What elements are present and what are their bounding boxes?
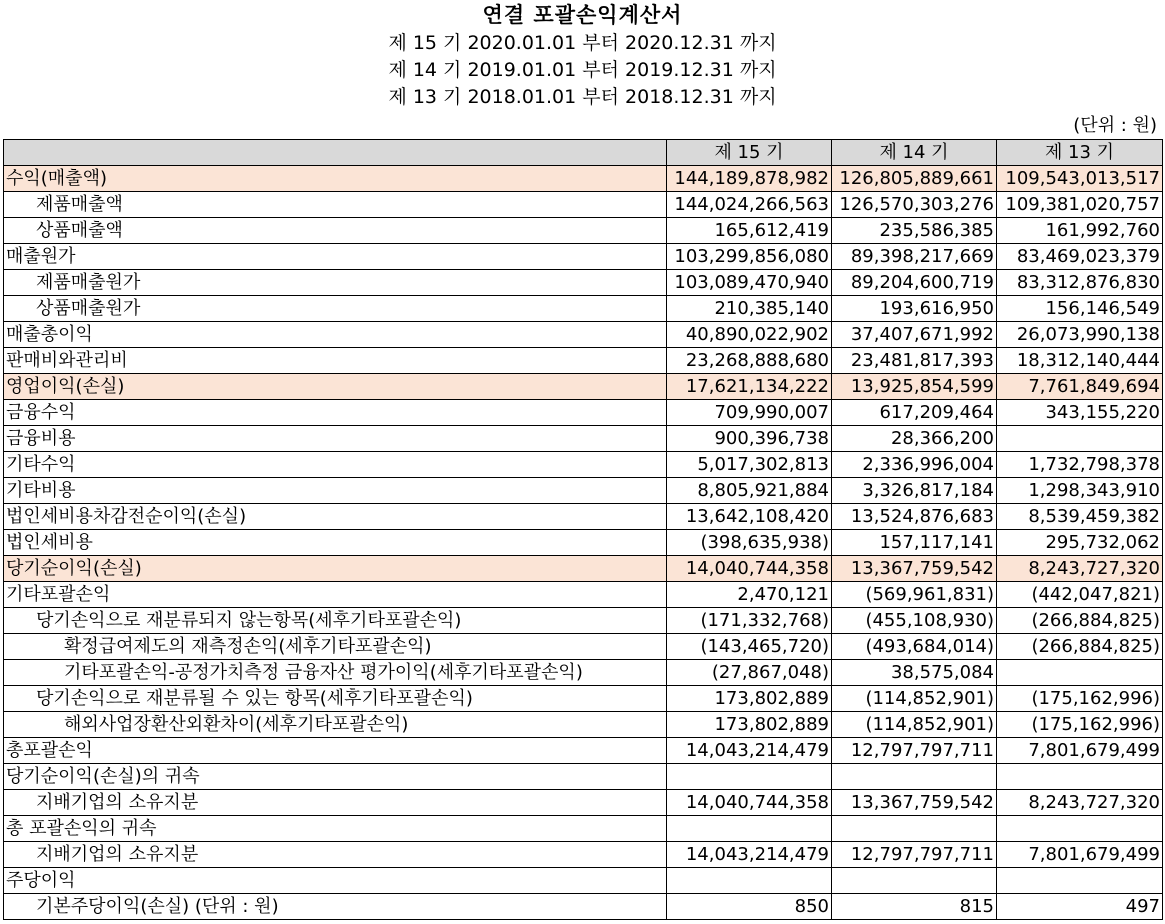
value-cell-15: 173,802,889 — [667, 712, 832, 738]
value-cell-13: 161,992,760 — [997, 218, 1163, 244]
row-label: 매출총이익 — [4, 322, 667, 348]
table-row — [4, 868, 1163, 894]
table-row — [4, 556, 1163, 582]
value-cell-15: 144,024,266,563 — [667, 192, 832, 218]
unit-label: (단위 : 원) — [1073, 115, 1157, 136]
table-header-row — [4, 140, 1163, 166]
period-line-15: 제 15 기 2020.01.01 부터 2020.12.31 까지 — [388, 32, 777, 54]
value-cell-15: 8,805,921,884 — [667, 478, 832, 504]
table-row — [4, 452, 1163, 478]
table-row — [4, 504, 1163, 530]
value-cell-15: 14,043,214,479 — [667, 842, 832, 868]
value-cell-15: 13,642,108,420 — [667, 504, 832, 530]
row-label: 지배기업의 소유지분 — [4, 842, 667, 868]
value-cell-14: (114,852,901) — [832, 686, 997, 712]
value-cell-14: 12,797,797,711 — [832, 842, 997, 868]
value-cell-15: 23,268,888,680 — [667, 348, 832, 374]
value-cell-15: 173,802,889 — [667, 686, 832, 712]
value-cell-14: (455,108,930) — [832, 608, 997, 634]
table-row — [4, 374, 1163, 400]
row-label: 수익(매출액) — [4, 166, 667, 192]
value-cell-14: (493,684,014) — [832, 634, 997, 660]
value-cell-14: 126,805,889,661 — [832, 166, 997, 192]
row-label: 금융비용 — [4, 426, 667, 452]
value-cell-13: 109,381,020,757 — [997, 192, 1163, 218]
value-cell-14: 126,570,303,276 — [832, 192, 997, 218]
value-cell-13 — [997, 426, 1163, 452]
row-label: 기타수익 — [4, 452, 667, 478]
row-label: 제품매출원가 — [4, 270, 667, 296]
column-header-13: 제 13 기 — [997, 140, 1163, 166]
value-cell-15: 210,385,140 — [667, 296, 832, 322]
table-row — [4, 192, 1163, 218]
value-cell-13: (175,162,996) — [997, 686, 1163, 712]
value-cell-14: 13,925,854,599 — [832, 374, 997, 400]
value-cell-14: 89,204,600,719 — [832, 270, 997, 296]
value-cell-13: 109,543,013,517 — [997, 166, 1163, 192]
value-cell-13: 1,298,343,910 — [997, 478, 1163, 504]
table-row — [4, 842, 1163, 868]
value-cell-13: (442,047,821) — [997, 582, 1163, 608]
value-cell-13: 83,469,023,379 — [997, 244, 1163, 270]
value-cell-14: 23,481,817,393 — [832, 348, 997, 374]
value-cell-13 — [997, 660, 1163, 686]
row-label: 상품매출원가 — [4, 296, 667, 322]
value-cell-13 — [997, 816, 1163, 842]
value-cell-15: 900,396,738 — [667, 426, 832, 452]
value-cell-13: 8,243,727,320 — [997, 556, 1163, 582]
value-cell-15: 103,299,856,080 — [667, 244, 832, 270]
value-cell-14: (114,852,901) — [832, 712, 997, 738]
table-row — [4, 426, 1163, 452]
value-cell-14: 3,326,817,184 — [832, 478, 997, 504]
row-label: 법인세비용 — [4, 530, 667, 556]
value-cell-14: 13,367,759,542 — [832, 556, 997, 582]
table-row — [4, 660, 1163, 686]
row-label: 총포괄손익 — [4, 738, 667, 764]
value-cell-13: 7,801,679,499 — [997, 738, 1163, 764]
value-cell-13: 343,155,220 — [997, 400, 1163, 426]
row-label: 금융수익 — [4, 400, 667, 426]
value-cell-13: 8,539,459,382 — [997, 504, 1163, 530]
value-cell-15 — [667, 816, 832, 842]
table-row — [4, 478, 1163, 504]
table-row — [4, 322, 1163, 348]
value-cell-13: 8,243,727,320 — [997, 790, 1163, 816]
value-cell-15: 14,040,744,358 — [667, 790, 832, 816]
header-blank-cell — [4, 140, 667, 166]
table-row — [4, 608, 1163, 634]
value-cell-14: 235,586,385 — [832, 218, 997, 244]
row-label: 당기손익으로 재분류되지 않는항목(세후기타포괄손익) — [4, 608, 667, 634]
value-cell-15: (27,867,048) — [667, 660, 832, 686]
value-cell-14: 13,367,759,542 — [832, 790, 997, 816]
value-cell-15: (398,635,938) — [667, 530, 832, 556]
row-label: 총 포괄손익의 귀속 — [4, 816, 667, 842]
statement-title: 연결 포괄손익계산서 — [482, 3, 683, 27]
period-line-13: 제 13 기 2018.01.01 부터 2018.12.31 까지 — [388, 86, 777, 108]
table-row — [4, 634, 1163, 660]
table-row — [4, 582, 1163, 608]
value-cell-13: 26,073,990,138 — [997, 322, 1163, 348]
value-cell-13: 497 — [997, 894, 1163, 920]
value-cell-13: 18,312,140,444 — [997, 348, 1163, 374]
table-row — [4, 218, 1163, 244]
value-cell-14: 12,797,797,711 — [832, 738, 997, 764]
value-cell-14: (569,961,831) — [832, 582, 997, 608]
table-row — [4, 270, 1163, 296]
value-cell-13 — [997, 764, 1163, 790]
value-cell-14 — [832, 868, 997, 894]
value-cell-14: 13,524,876,683 — [832, 504, 997, 530]
table-row — [4, 244, 1163, 270]
row-label: 영업이익(손실) — [4, 374, 667, 400]
table-row — [4, 790, 1163, 816]
value-cell-14: 2,336,996,004 — [832, 452, 997, 478]
row-label: 기타포괄손익 — [4, 582, 667, 608]
table-row — [4, 894, 1163, 920]
row-label: 판매비와관리비 — [4, 348, 667, 374]
value-cell-14: 28,366,200 — [832, 426, 997, 452]
row-label: 기타포괄손익-공정가치측정 금융자산 평가이익(세후기타포괄손익) — [4, 660, 667, 686]
table-row — [4, 166, 1163, 192]
table-row — [4, 686, 1163, 712]
table-row — [4, 712, 1163, 738]
value-cell-15: 17,621,134,222 — [667, 374, 832, 400]
value-cell-14: 193,616,950 — [832, 296, 997, 322]
value-cell-14: 38,575,084 — [832, 660, 997, 686]
value-cell-15 — [667, 868, 832, 894]
table-row — [4, 348, 1163, 374]
row-label: 해외사업장환산외환차이(세후기타포괄손익) — [4, 712, 667, 738]
table-row — [4, 738, 1163, 764]
value-cell-15: 14,043,214,479 — [667, 738, 832, 764]
value-cell-15: 144,189,878,982 — [667, 166, 832, 192]
value-cell-13: 1,732,798,378 — [997, 452, 1163, 478]
value-cell-14: 617,209,464 — [832, 400, 997, 426]
value-cell-13: 83,312,876,830 — [997, 270, 1163, 296]
value-cell-14: 89,398,217,669 — [832, 244, 997, 270]
period-line-14: 제 14 기 2019.01.01 부터 2019.12.31 까지 — [388, 59, 777, 81]
value-cell-14 — [832, 764, 997, 790]
row-label: 지배기업의 소유지분 — [4, 790, 667, 816]
row-label: 당기순이익(손실) — [4, 556, 667, 582]
value-cell-14 — [832, 816, 997, 842]
table-row — [4, 816, 1163, 842]
value-cell-13: 7,761,849,694 — [997, 374, 1163, 400]
row-label: 당기손익으로 재분류될 수 있는 항목(세후기타포괄손익) — [4, 686, 667, 712]
column-header-15: 제 15 기 — [667, 140, 832, 166]
value-cell-13: (266,884,825) — [997, 634, 1163, 660]
row-label: 기본주당이익(손실) (단위 : 원) — [4, 894, 667, 920]
table-body — [4, 166, 1163, 920]
row-label: 기타비용 — [4, 478, 667, 504]
value-cell-14: 157,117,141 — [832, 530, 997, 556]
value-cell-15: 40,890,022,902 — [667, 322, 832, 348]
value-cell-13 — [997, 868, 1163, 894]
value-cell-15: 14,040,744,358 — [667, 556, 832, 582]
value-cell-13: (175,162,996) — [997, 712, 1163, 738]
value-cell-13: 295,732,062 — [997, 530, 1163, 556]
value-cell-15 — [667, 764, 832, 790]
value-cell-15: 165,612,419 — [667, 218, 832, 244]
table-row — [4, 296, 1163, 322]
row-label: 매출원가 — [4, 244, 667, 270]
row-label: 당기순이익(손실)의 귀속 — [4, 764, 667, 790]
value-cell-13: 156,146,549 — [997, 296, 1163, 322]
value-cell-15: 709,990,007 — [667, 400, 832, 426]
row-label: 제품매출액 — [4, 192, 667, 218]
column-header-14: 제 14 기 — [832, 140, 997, 166]
row-label: 법인세비용차감전순이익(손실) — [4, 504, 667, 530]
table-row — [4, 764, 1163, 790]
table-row — [4, 400, 1163, 426]
row-label: 주당이익 — [4, 868, 667, 894]
value-cell-15: 103,089,470,940 — [667, 270, 832, 296]
value-cell-15: 2,470,121 — [667, 582, 832, 608]
row-label: 확정급여제도의 재측정손익(세후기타포괄손익) — [4, 634, 667, 660]
value-cell-15: (171,332,768) — [667, 608, 832, 634]
value-cell-15: (143,465,720) — [667, 634, 832, 660]
value-cell-15: 850 — [667, 894, 832, 920]
value-cell-14: 37,407,671,992 — [832, 322, 997, 348]
row-label: 상품매출액 — [4, 218, 667, 244]
value-cell-13: (266,884,825) — [997, 608, 1163, 634]
value-cell-14: 815 — [832, 894, 997, 920]
value-cell-15: 5,017,302,813 — [667, 452, 832, 478]
value-cell-13: 7,801,679,499 — [997, 842, 1163, 868]
table-row — [4, 530, 1163, 556]
income-statement-table — [3, 139, 1163, 920]
